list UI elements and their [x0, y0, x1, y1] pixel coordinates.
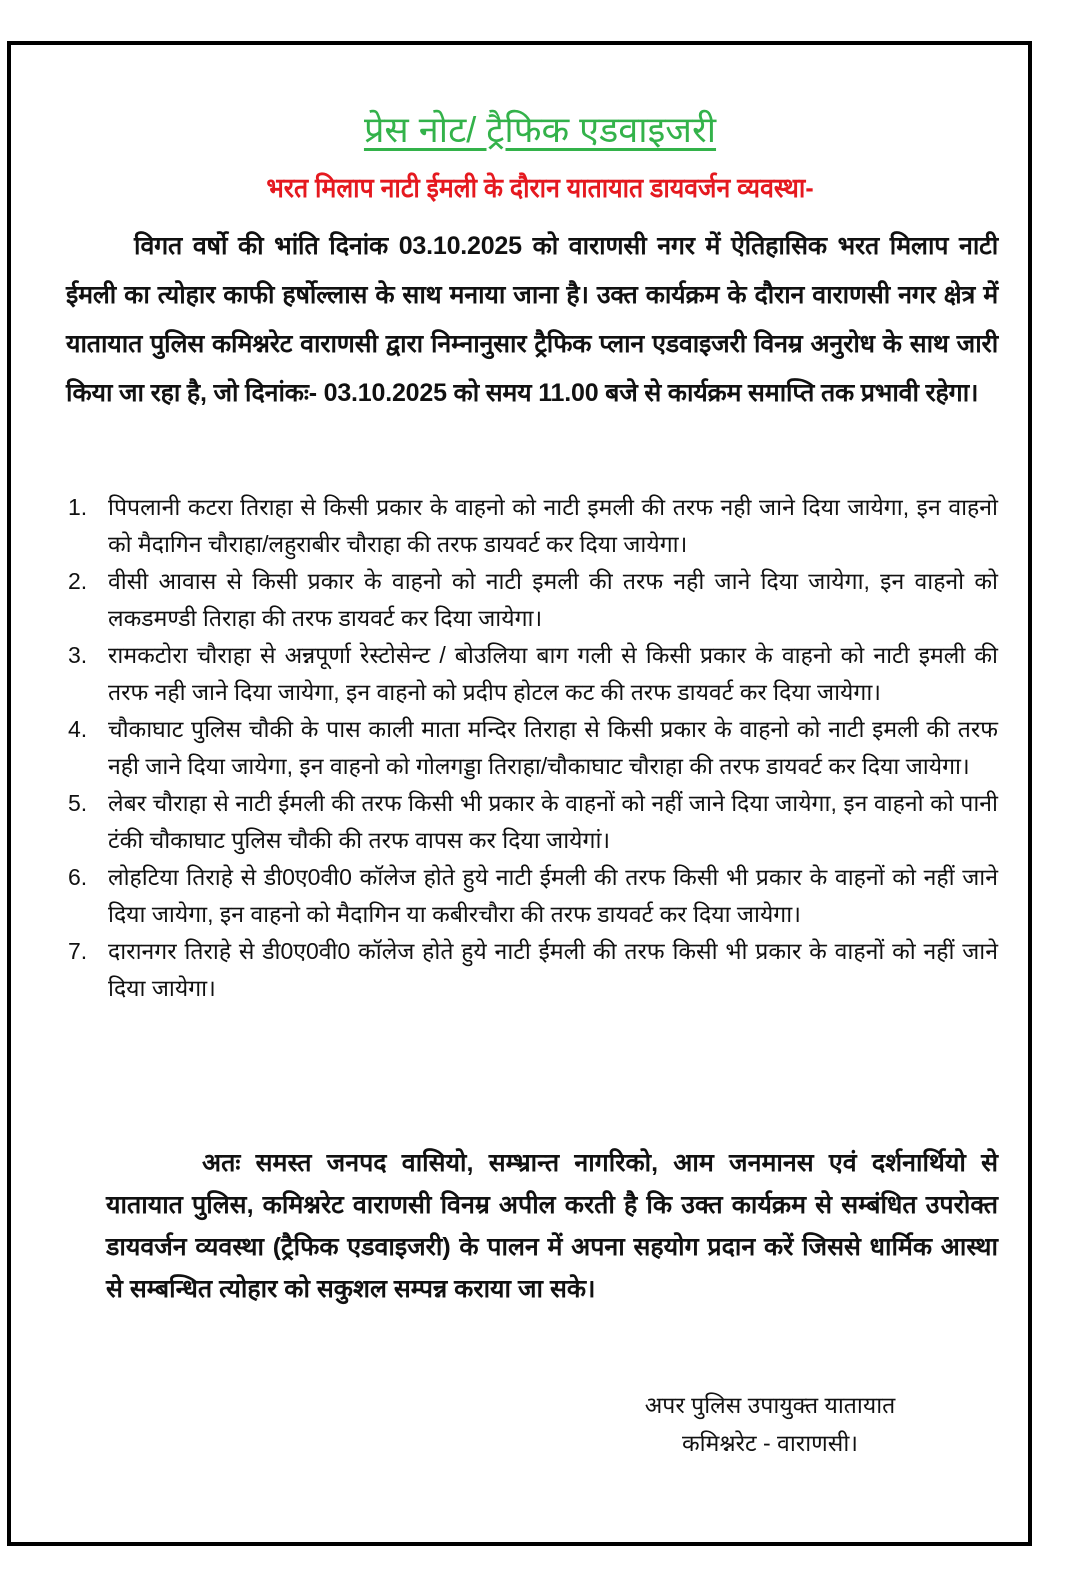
item-number: 5. [68, 790, 88, 816]
list-item [66, 637, 998, 711]
item-number: 7. [68, 938, 88, 964]
item-number: 3. [68, 642, 88, 668]
item-text: लेबर चौराहा से नाटी ईमली की तरफ किसी भी प्रकार के वाहनों को नहीं जाने दिया जायेगा, इन वाहनो को पानी टंकी चौकाघाट पुलिस चौकी की तरफ वापस कर दिया जायेगां। [108, 790, 998, 853]
appeal-paragraph: अतः समस्त जनपद वासियो, सम्भ्रान्त नागरिको, आम जनमानस एवं दर्शनार्थियो से यातायात पुलिस, कमिश्नरेट वाराणसी विनम्र अपील करती है कि उक्त कार्यक्रम से सम्बंधित उपरोक्त डायवर्जन व्यवस्था (ट्रैफिक एडवाइजरी) के पालन में अपना सहयोग प्रदान करें जिससे धार्मिक आस्था से सम्बन्धित त्योहार को सकुशल सम्पन्न कराया जा सके। [106, 1149, 998, 1303]
item-text: चौकाघाट पुलिस चौकी के पास काली माता मन्दिर तिराहा से किसी प्रकार के वाहनो को नाटी इमली की तरफ नही जाने दिया जायेगा, इन वाहनो को गोलगड्डा तिराहा/चौकाघाट चौराहा की तरफ डायवर्ट कर दिया जायेगा। [108, 716, 998, 779]
signature-office: कमिश्नरेट - वाराणसी। [681, 1430, 859, 1456]
press-note-title: प्रेस नोट/ ट्रैफिक एडवाइजरी [363, 109, 717, 150]
list-item [66, 711, 998, 785]
signature-block [610, 1386, 930, 1462]
item-number: 1. [68, 494, 88, 520]
list-item [66, 859, 998, 933]
item-number: 6. [68, 864, 88, 890]
intro-paragraph: विगत वर्षो की भांति दिनांक 03.10.2025 को वाराणसी नगर में ऐतिहासिक भरत मिलाप नाटी ईमली का त्योहार काफी हर्षोल्लास के साथ मनाया जाना है। उक्त कार्यक्रम के दौरान वाराणसी नगर क्षेत्र में यातायात पुलिस कमिश्नरेट वाराणसी द्वारा निम्नानुसार ट्रैफिक प्लान एडवाइजरी विनम्र अनुरोध के साथ जारी किया जा रहा है, जो दिनांकः- 03.10.2025 को समय 11.00 बजे से कार्यक्रम समाप्ति तक प्रभावी रहेगा। [66, 232, 998, 407]
item-text: पिपलानी कटरा तिराहा से किसी प्रकार के वाहनो को नाटी इमली की तरफ नही जाने दिया जायेगा, इन वाहनो को मैदागिन चौराहा/लहुराबीर चौराहा की तरफ डायवर्ट कर दिया जायेगा। [108, 494, 998, 557]
item-text: दारानगर तिराहे से डी0ए0वी0 कॉलेज होते हुये नाटी ईमली की तरफ किसी भी प्रकार के वाहनों को नहीं जाने दिया जायेगा। [108, 938, 998, 1001]
list-item [66, 489, 998, 563]
signature-designation: अपर पुलिस उपायुक्त यातायात [644, 1392, 896, 1418]
item-text: लोहटिया तिराहे से डी0ए0वी0 कॉलेज होते हुये नाटी ईमली की तरफ किसी भी प्रकार के वाहनों को नहीं जाने दिया जायेगा, इन वाहनो को मैदागिन या कबीरचौरा की तरफ डायवर्ट कर दिया जायेगा। [108, 864, 998, 927]
diversion-list [66, 489, 998, 1007]
list-item [66, 785, 998, 859]
item-number: 2. [68, 568, 88, 594]
list-item [66, 933, 998, 1007]
advisory-subtitle: भरत मिलाप नाटी ईमली के दौरान यातायात डायवर्जन व्यवस्था- [266, 173, 814, 203]
item-number: 4. [68, 716, 88, 742]
list-item [66, 563, 998, 637]
item-text: वीसी आवास से किसी प्रकार के वाहनो को नाटी इमली की तरफ नही जाने दिया जायेगा, इन वाहनो को लकडमण्डी तिराहा की तरफ डायवर्ट कर दिया जायेगा। [108, 568, 998, 631]
item-text: रामकटोरा चौराहा से अन्नपूर्णा रेस्टोसेन्ट / बोउलिया बाग गली से किसी प्रकार के वाहनो को नाटी इमली की तरफ नही जाने दिया जायेगा, इन वाहनो को प्रदीप होटल कट की तरफ डायवर्ट कर दिया जायेगा। [108, 642, 998, 705]
